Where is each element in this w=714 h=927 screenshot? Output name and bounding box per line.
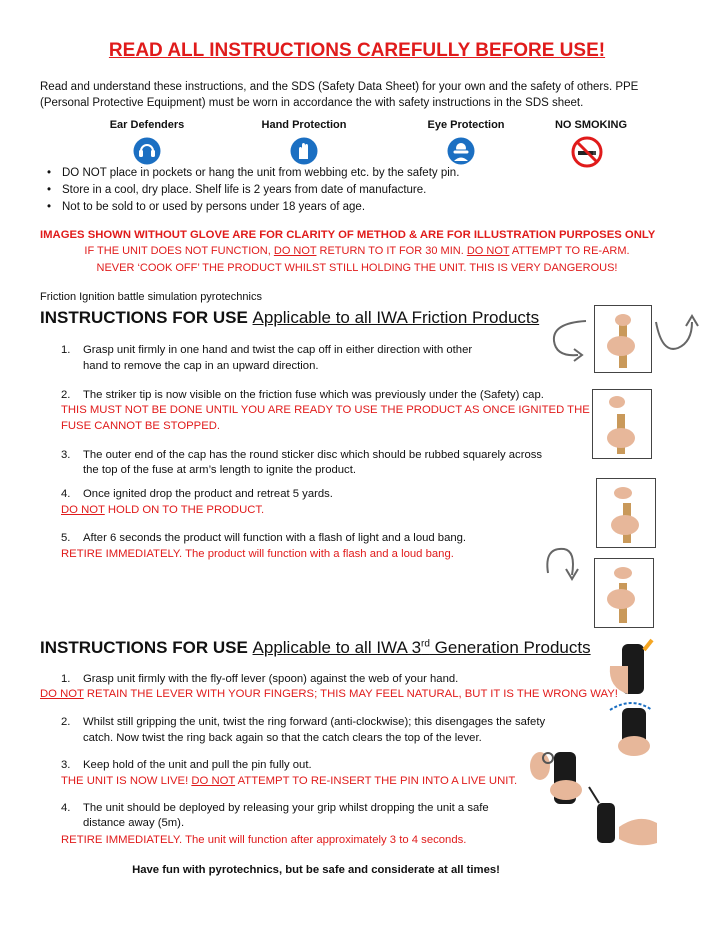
list-item: • DO NOT place in pockets or hang the unit from webbing etc. by the safety pin. [62, 167, 459, 179]
step-number: 1. [61, 673, 71, 685]
heading-text: INSTRUCTIONS FOR USE [40, 638, 248, 657]
heading-superscript: rd [421, 638, 430, 650]
ppe-hand-label: Hand Protection [261, 119, 347, 131]
ppe-ear-label: Ear Defenders [109, 119, 185, 131]
footer-note: Have fun with pyrotechnics, but be safe and considerate at all times! [132, 864, 500, 876]
step-warning: THIS MUST NOT BE DONE UNTIL YOU ARE READY TO USE THE PRODUCT AS ONCE IGNITED THE [61, 404, 590, 416]
hand-protection-icon [290, 137, 318, 165]
step-text: the top of the fuse at arm’s length to ignite the product. [83, 464, 356, 476]
warning-emphasis: DO NOT [61, 504, 105, 516]
hand-twist-cap-image [595, 306, 651, 372]
warning-text: RETAIN THE LEVER WITH YOUR FINGERS; THIS MAY FEEL NATURAL, BUT IT IS THE WRONG WAY! [83, 688, 618, 700]
list-item: • Not to be sold to or used by persons under 18 years of age. [62, 201, 365, 213]
step-text: catch. Now twist the ring back again so that the catch clears the top of the lever. [83, 732, 482, 744]
ppe-eye-label: Eye Protection [427, 119, 505, 131]
step-number: 2. [61, 389, 71, 401]
step-text: distance away (5m). [83, 817, 185, 829]
ppe-smoking-label: NO SMOKING [554, 119, 628, 131]
warning-emphasis: DO NOT [466, 245, 510, 257]
intro-text: Read and understand these instructions, and the SDS (Safety Data Sheet) for your own and the safety of others. PPE (Personal Protective Equipment) must be worn in accordance the with safety instructions in the SDS sheet. [40, 81, 639, 109]
eye-protection-icon [447, 137, 475, 165]
step-text: Once ignited drop the product and retreat 5 yards. [83, 488, 333, 500]
heading-subtitle-text: Applicable to all IWA 3 [252, 638, 422, 657]
cook-off-warning: NEVER ‘COOK OFF’ THE PRODUCT WHILST STILL HOLDING THE UNIT. THIS IS VERY DANGEROUS! [96, 262, 618, 274]
pull-pin-image [528, 746, 590, 810]
no-smoking-icon [571, 136, 603, 168]
drop-unit-image [585, 783, 663, 857]
warning-text: RETURN TO IT FOR 30 MIN. [316, 245, 467, 257]
warning-text: ATTEMPT TO RE-INSERT THE PIN INTO A LIVE UNIT. [235, 775, 518, 787]
step-number: 2. [61, 716, 71, 728]
photo-ignite [596, 478, 656, 548]
hand-striker-image [593, 390, 651, 458]
step-number: 1. [61, 344, 71, 356]
no-function-warning [0, 245, 714, 257]
warning-emphasis: DO NOT [40, 688, 84, 700]
warning-emphasis: DO NOT [273, 245, 317, 257]
step-warning: FUSE CANNOT BE STOPPED. [61, 420, 221, 432]
warning-text: ATTEMPT TO RE-ARM. [509, 245, 630, 257]
friction-caption: Friction Ignition battle simulation pyrotechnics [40, 291, 262, 303]
step-text: Whilst still gripping the unit, twist the ring forward (anti-clockwise); this disengages the safety [83, 716, 546, 728]
ear-defenders-icon [133, 137, 161, 165]
photo-striker-tip [592, 389, 652, 459]
gen3-heading [40, 638, 591, 658]
step-warning: RETIRE IMMEDIATELY. The product will function with a flash and a loud bang. [61, 548, 454, 560]
step-text: Keep hold of the unit and pull the pin fully out. [83, 759, 312, 771]
step-text: hand to remove the cap in an upward direction. [83, 360, 319, 372]
heading-text: INSTRUCTIONS FOR USE [40, 308, 248, 327]
list-item: • Store in a cool, dry place. Shelf life is 2 years from date of manufacture. [62, 184, 426, 196]
heading-subtitle [253, 638, 591, 657]
heading-subtitle-text: Generation Products [429, 638, 591, 657]
step-text: The striker tip is now visible on the friction fuse which was previously under the (Safety) cap. [83, 389, 544, 401]
ring-twist-image [604, 696, 662, 762]
step-number: 5. [61, 532, 71, 544]
step-number: 3. [61, 759, 71, 771]
step-text: The outer end of the cap has the round sticker disc which should be rubbed squarely across [83, 449, 543, 461]
step-text: The unit should be deployed by releasing your grip whilst dropping the unit a safe [83, 802, 489, 814]
heading-subtitle: Applicable to all IWA Friction Products [252, 308, 540, 327]
step-warning [40, 686, 618, 702]
photo-twist-cap [594, 305, 652, 373]
page-title: READ ALL INSTRUCTIONS CAREFULLY BEFORE USE! [108, 40, 606, 61]
step-number: 4. [61, 488, 71, 500]
step-warning [61, 773, 517, 789]
step-text: Grasp unit firmly with the fly-off lever (spoon) against the web of your hand. [83, 673, 459, 685]
step-text: After 6 seconds the product will function with a flash of light and a loud bang. [83, 532, 467, 544]
grenade-grip-image [608, 636, 660, 698]
friction-heading [40, 308, 539, 328]
warning-text: IF THE UNIT DOES NOT FUNCTION, [84, 245, 274, 257]
warning-text: THE UNIT IS NOW LIVE! [61, 775, 192, 787]
step-warning: RETIRE IMMEDIATELY. The unit will function after approximately 3 to 4 seconds. [61, 834, 467, 846]
hand-ignite-image [597, 479, 655, 547]
twist-arrow-left-icon [548, 315, 590, 365]
photo-drop [594, 558, 654, 628]
twist-arrow-right-icon [652, 312, 704, 356]
drop-arrow-icon [542, 543, 582, 583]
warning-emphasis: DO NOT [191, 775, 236, 787]
warning-text: HOLD ON TO THE PRODUCT. [104, 504, 265, 516]
step-warning [61, 502, 264, 518]
images-warning: IMAGES SHOWN WITHOUT GLOVE ARE FOR CLARITY OF METHOD & ARE FOR ILLUSTRATION PURPOSES ONLY [40, 229, 656, 241]
step-text: Grasp unit firmly in one hand and twist the cap off in either direction with other [83, 344, 473, 356]
hand-drop-image [595, 559, 653, 627]
step-number: 3. [61, 449, 71, 461]
step-number: 4. [61, 802, 71, 814]
